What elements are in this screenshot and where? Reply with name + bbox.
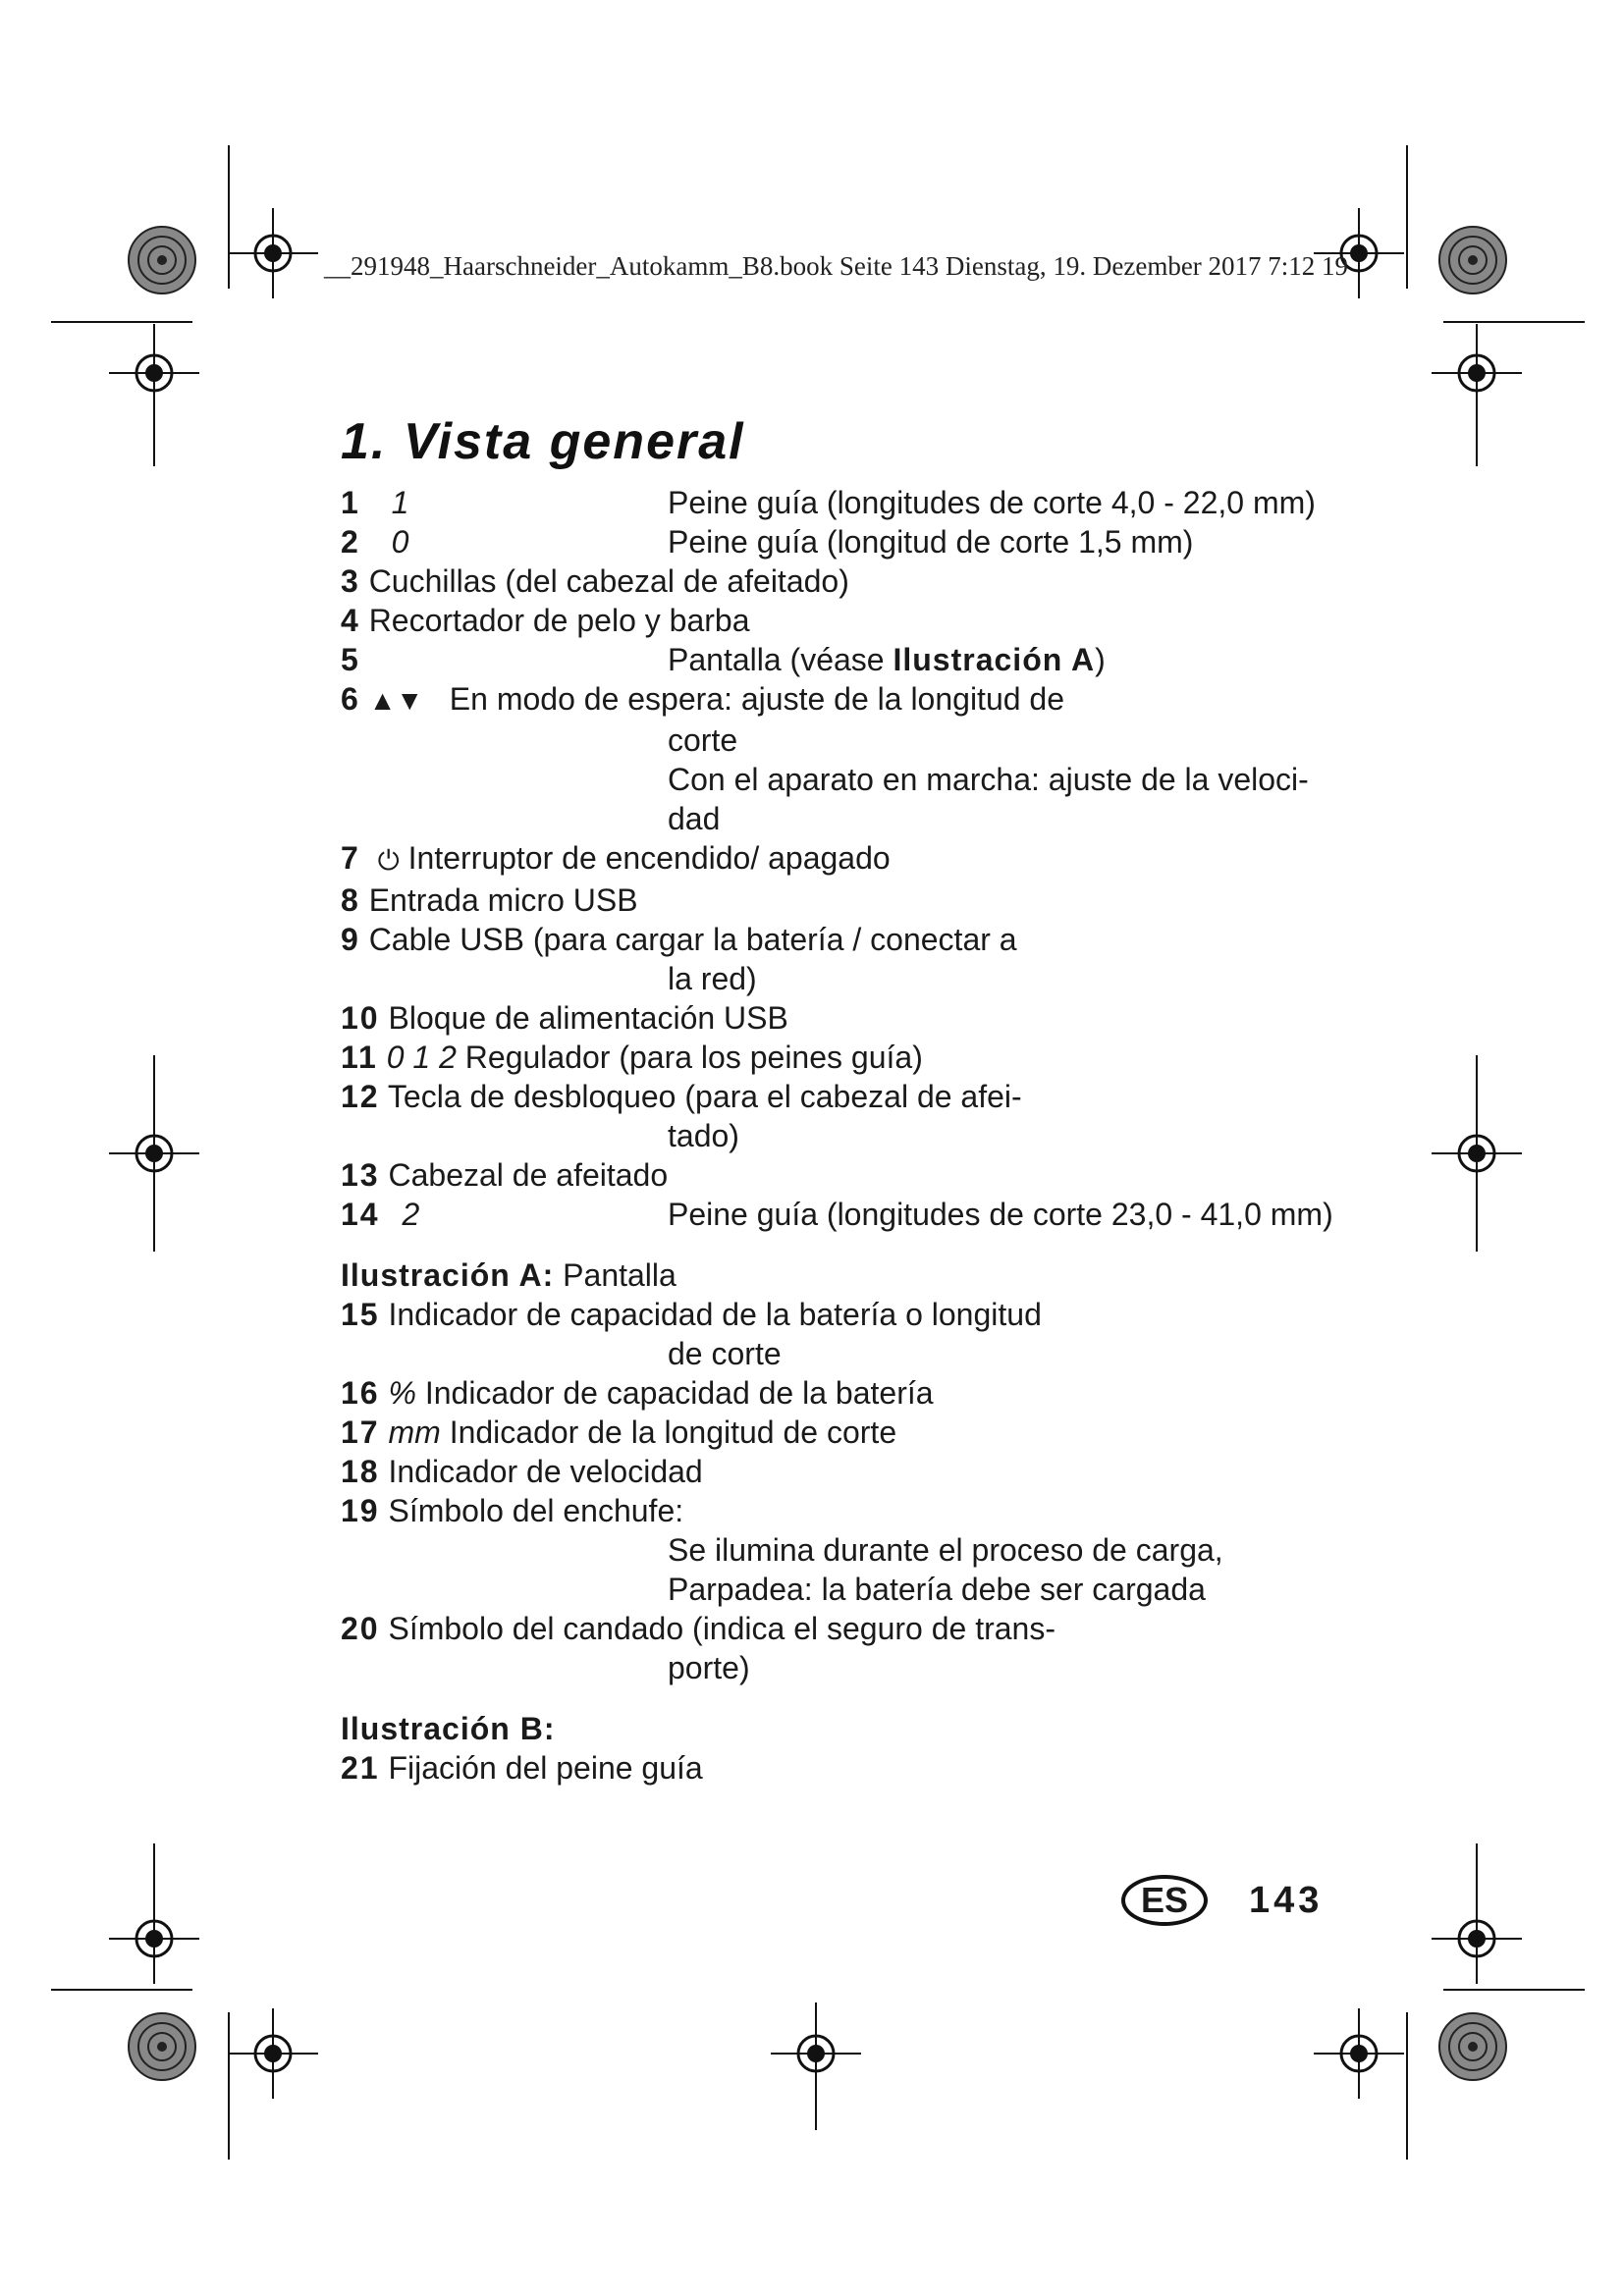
registration-cross-top-left [228, 208, 318, 298]
list-item: 1 1 Peine guía (longitudes de corte 4,0 - 22,0 mm) [341, 485, 1316, 520]
list-item: 21 Fijación del peine guía [341, 1749, 703, 1786]
list-item: 12 Tecla de desbloqueo (para el cabezal de afei- [341, 1078, 1022, 1114]
parts-list [341, 483, 1342, 1234]
list-item: 5 Pantalla (véase Ilustración A) [341, 642, 1106, 677]
list-item: 7 ⏻ Interruptor de encendido/ apagado [341, 838, 1342, 881]
list-item: 14 2 Peine guía (longitudes de corte 23,0 - 41,0 mm) [341, 1196, 1333, 1232]
list-item: 17 mm Indicador de la longitud de corte [341, 1414, 897, 1450]
list-item: 20 Símbolo del candado (indica el seguro de trans- [341, 1610, 1056, 1646]
list-item: 9 Cable USB (para cargar la batería / conectar a [341, 921, 1017, 957]
registration-star-top-left [129, 227, 195, 294]
up-down-arrows-icon: ▲▼ [368, 685, 424, 716]
list-item-continuation: de corte [668, 1335, 782, 1371]
section-title: 1. Vista general [341, 413, 745, 470]
registration-star-bottom-left [129, 2013, 195, 2080]
list-item: 2 0 Peine guía (longitud de corte 1,5 mm) [341, 524, 1194, 560]
list-item: 18 Indicador de velocidad [341, 1453, 703, 1489]
list-item-continuation: Se ilumina durante el proceso de carga, [668, 1531, 1223, 1568]
list-item: 3 Cuchillas (del cabezal de afeitado) [341, 563, 849, 599]
list-item: 15 Indicador de capacidad de la batería o longitud [341, 1296, 1042, 1332]
illustration-b-list [341, 1748, 1342, 1788]
list-item-continuation: Parpadea: la batería debe ser cargada [668, 1571, 1206, 1607]
list-item-continuation: porte) [668, 1649, 750, 1685]
list-item: 16 % Indicador de capacidad de la batería [341, 1374, 934, 1411]
registration-cross-bottom-right [1314, 2008, 1404, 2099]
list-item: 11 0 1 2 Regulador (para los peines guía) [341, 1039, 923, 1075]
list-item: 10 Bloque de alimentación USB [341, 999, 788, 1036]
page-footer [1121, 1875, 1323, 1926]
print-slug-line: __291948_Haarschneider_Autokamm_B8.book Seite 143 Dienstag, 19. Dezember 2017 7:12 19 [324, 251, 1349, 281]
list-item-continuation: dad [668, 801, 721, 836]
list-item-continuation: corte [668, 722, 738, 758]
power-icon: ⏻ [377, 844, 400, 876]
list-item: 19 Símbolo del enchufe: [341, 1492, 684, 1528]
illustration-b-heading: Ilustración B: [341, 1710, 556, 1746]
list-item: 6 ▲▼ En modo de espera: ajuste de la longitud de [341, 681, 1065, 717]
page-number: 143 [1249, 1879, 1324, 1921]
list-item-continuation: la red) [668, 960, 757, 996]
list-item: 4 Recortador de pelo y barba [341, 603, 750, 638]
registration-star-bottom-right [1439, 2013, 1506, 2080]
list-item: 8 Entrada micro USB [341, 881, 638, 918]
registration-star-top-right [1439, 227, 1506, 294]
illustration-a-heading: Ilustración A: Pantalla [341, 1256, 677, 1293]
list-item-continuation: Con el aparato en marcha: ajuste de la veloci- [668, 762, 1309, 797]
list-item: 13 Cabezal de afeitado [341, 1156, 669, 1193]
language-badge: ES [1121, 1875, 1208, 1926]
overview-section [341, 412, 1342, 1788]
display-items-list [341, 1295, 1342, 1687]
list-item-continuation: tado) [668, 1117, 739, 1153]
registration-cross-bottom-left [228, 2008, 318, 2099]
